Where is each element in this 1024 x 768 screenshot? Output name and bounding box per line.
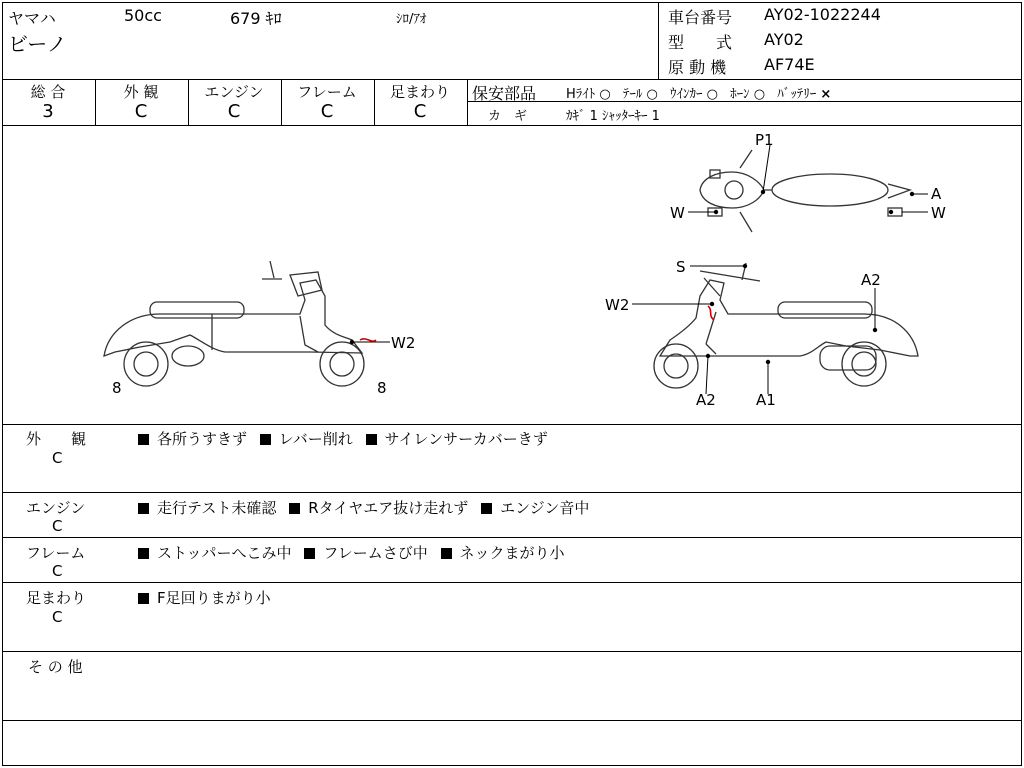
label-w-right: W: [931, 204, 946, 222]
label-s: S: [676, 258, 686, 276]
remark-title-engine: エンジン: [26, 499, 86, 517]
label-a-top: A: [931, 185, 942, 203]
label-p1: P1: [755, 131, 774, 149]
remark-title-suspension: 足まわり: [26, 589, 87, 607]
frame-no: AY02-1022244: [764, 5, 881, 24]
divider-remark-2: [2, 537, 1022, 538]
grade-value-engine: C: [227, 101, 241, 122]
maker: ヤマハ: [8, 9, 56, 28]
grade-col-5: [467, 79, 468, 125]
remark-items-exterior: 各所うすきず レバー削れ サイレンサーカバーきず: [138, 428, 556, 449]
label-w2-left: W2: [391, 334, 416, 352]
engine-value: AF74E: [764, 55, 815, 74]
engine-label: 原 動 機: [668, 58, 727, 77]
model-name: ビーノ: [8, 32, 67, 56]
divider-header-v: [658, 2, 659, 79]
remark-items-frame: ストッパーへこみ中 フレームさび中 ネックまがり小: [138, 542, 573, 563]
divider-diagram: [2, 424, 1022, 425]
safety-item-winker: ｳｲﾝｶｰ ○: [670, 87, 719, 102]
remark-title-frame: フレーム: [26, 544, 86, 562]
label-w-left: W: [670, 204, 685, 222]
mileage: 679 ｷﾛ: [230, 9, 282, 28]
grade-value-overall: 3: [42, 101, 54, 122]
grade-label-suspension: 足まわり: [389, 83, 450, 101]
displacement: 50cc: [124, 6, 162, 25]
key-value: ｶｷﾞ 1 ｼｬｯﾀｰｷｰ 1: [566, 109, 660, 124]
frame-no-label: 車台番号: [668, 8, 733, 27]
type-value: AY02: [764, 30, 804, 49]
scooter-left-view: [104, 261, 364, 386]
safety-item-taillight: ﾃｰﾙ ○: [622, 87, 658, 102]
divider-remark-1: [2, 492, 1022, 493]
label-8-rear: 8: [377, 379, 387, 397]
remark-grade-frame: C: [52, 562, 63, 580]
grade-label-engine: エンジン: [204, 83, 264, 101]
safety-title: 保安部品: [472, 84, 537, 103]
color: ｼﾛ/ｱｵ: [396, 12, 427, 27]
remark-grade-exterior: C: [52, 449, 63, 467]
remark-title-exterior: 外 観: [26, 430, 87, 448]
safety-item-horn: ﾎｰﾝ ○: [730, 87, 766, 102]
divider-header: [2, 79, 1022, 80]
grade-value-exterior: C: [134, 101, 148, 122]
safety-item-battery: ﾊﾞｯﾃﾘｰ ×: [777, 87, 832, 102]
grade-label-exterior: 外 観: [123, 83, 159, 101]
label-a2-rear: A2: [861, 271, 881, 289]
safety-item-headlight: Hﾗｲﾄ ○: [566, 87, 611, 102]
divider-remark-4: [2, 651, 1022, 652]
grade-label-frame: フレーム: [297, 83, 357, 101]
safety-items: [566, 83, 839, 102]
label-w2-right: W2: [605, 296, 630, 314]
grade-value-suspension: C: [413, 101, 427, 122]
grade-value-frame: C: [320, 101, 334, 122]
remark-grade-engine: C: [52, 517, 63, 535]
type-label: 型 式: [668, 33, 733, 52]
key-label: カ ギ: [488, 109, 528, 124]
divider-remark-3: [2, 582, 1022, 583]
remark-title-other: そ の 他: [28, 658, 83, 676]
grade-label-overall: 総 合: [30, 83, 66, 101]
divider-remark-5: [2, 720, 1022, 721]
remark-items-suspension: F足回りまがり小: [138, 587, 279, 608]
scooter-top-view: [700, 150, 910, 232]
remark-items-engine: 走行テスト未確認 Rタイヤエア抜け走れず エンジン音中: [138, 497, 597, 518]
label-a2-front: A2: [696, 391, 716, 409]
remark-grade-suspension: C: [52, 608, 63, 626]
label-8-front: 8: [112, 379, 122, 397]
label-a1: A1: [756, 391, 776, 409]
